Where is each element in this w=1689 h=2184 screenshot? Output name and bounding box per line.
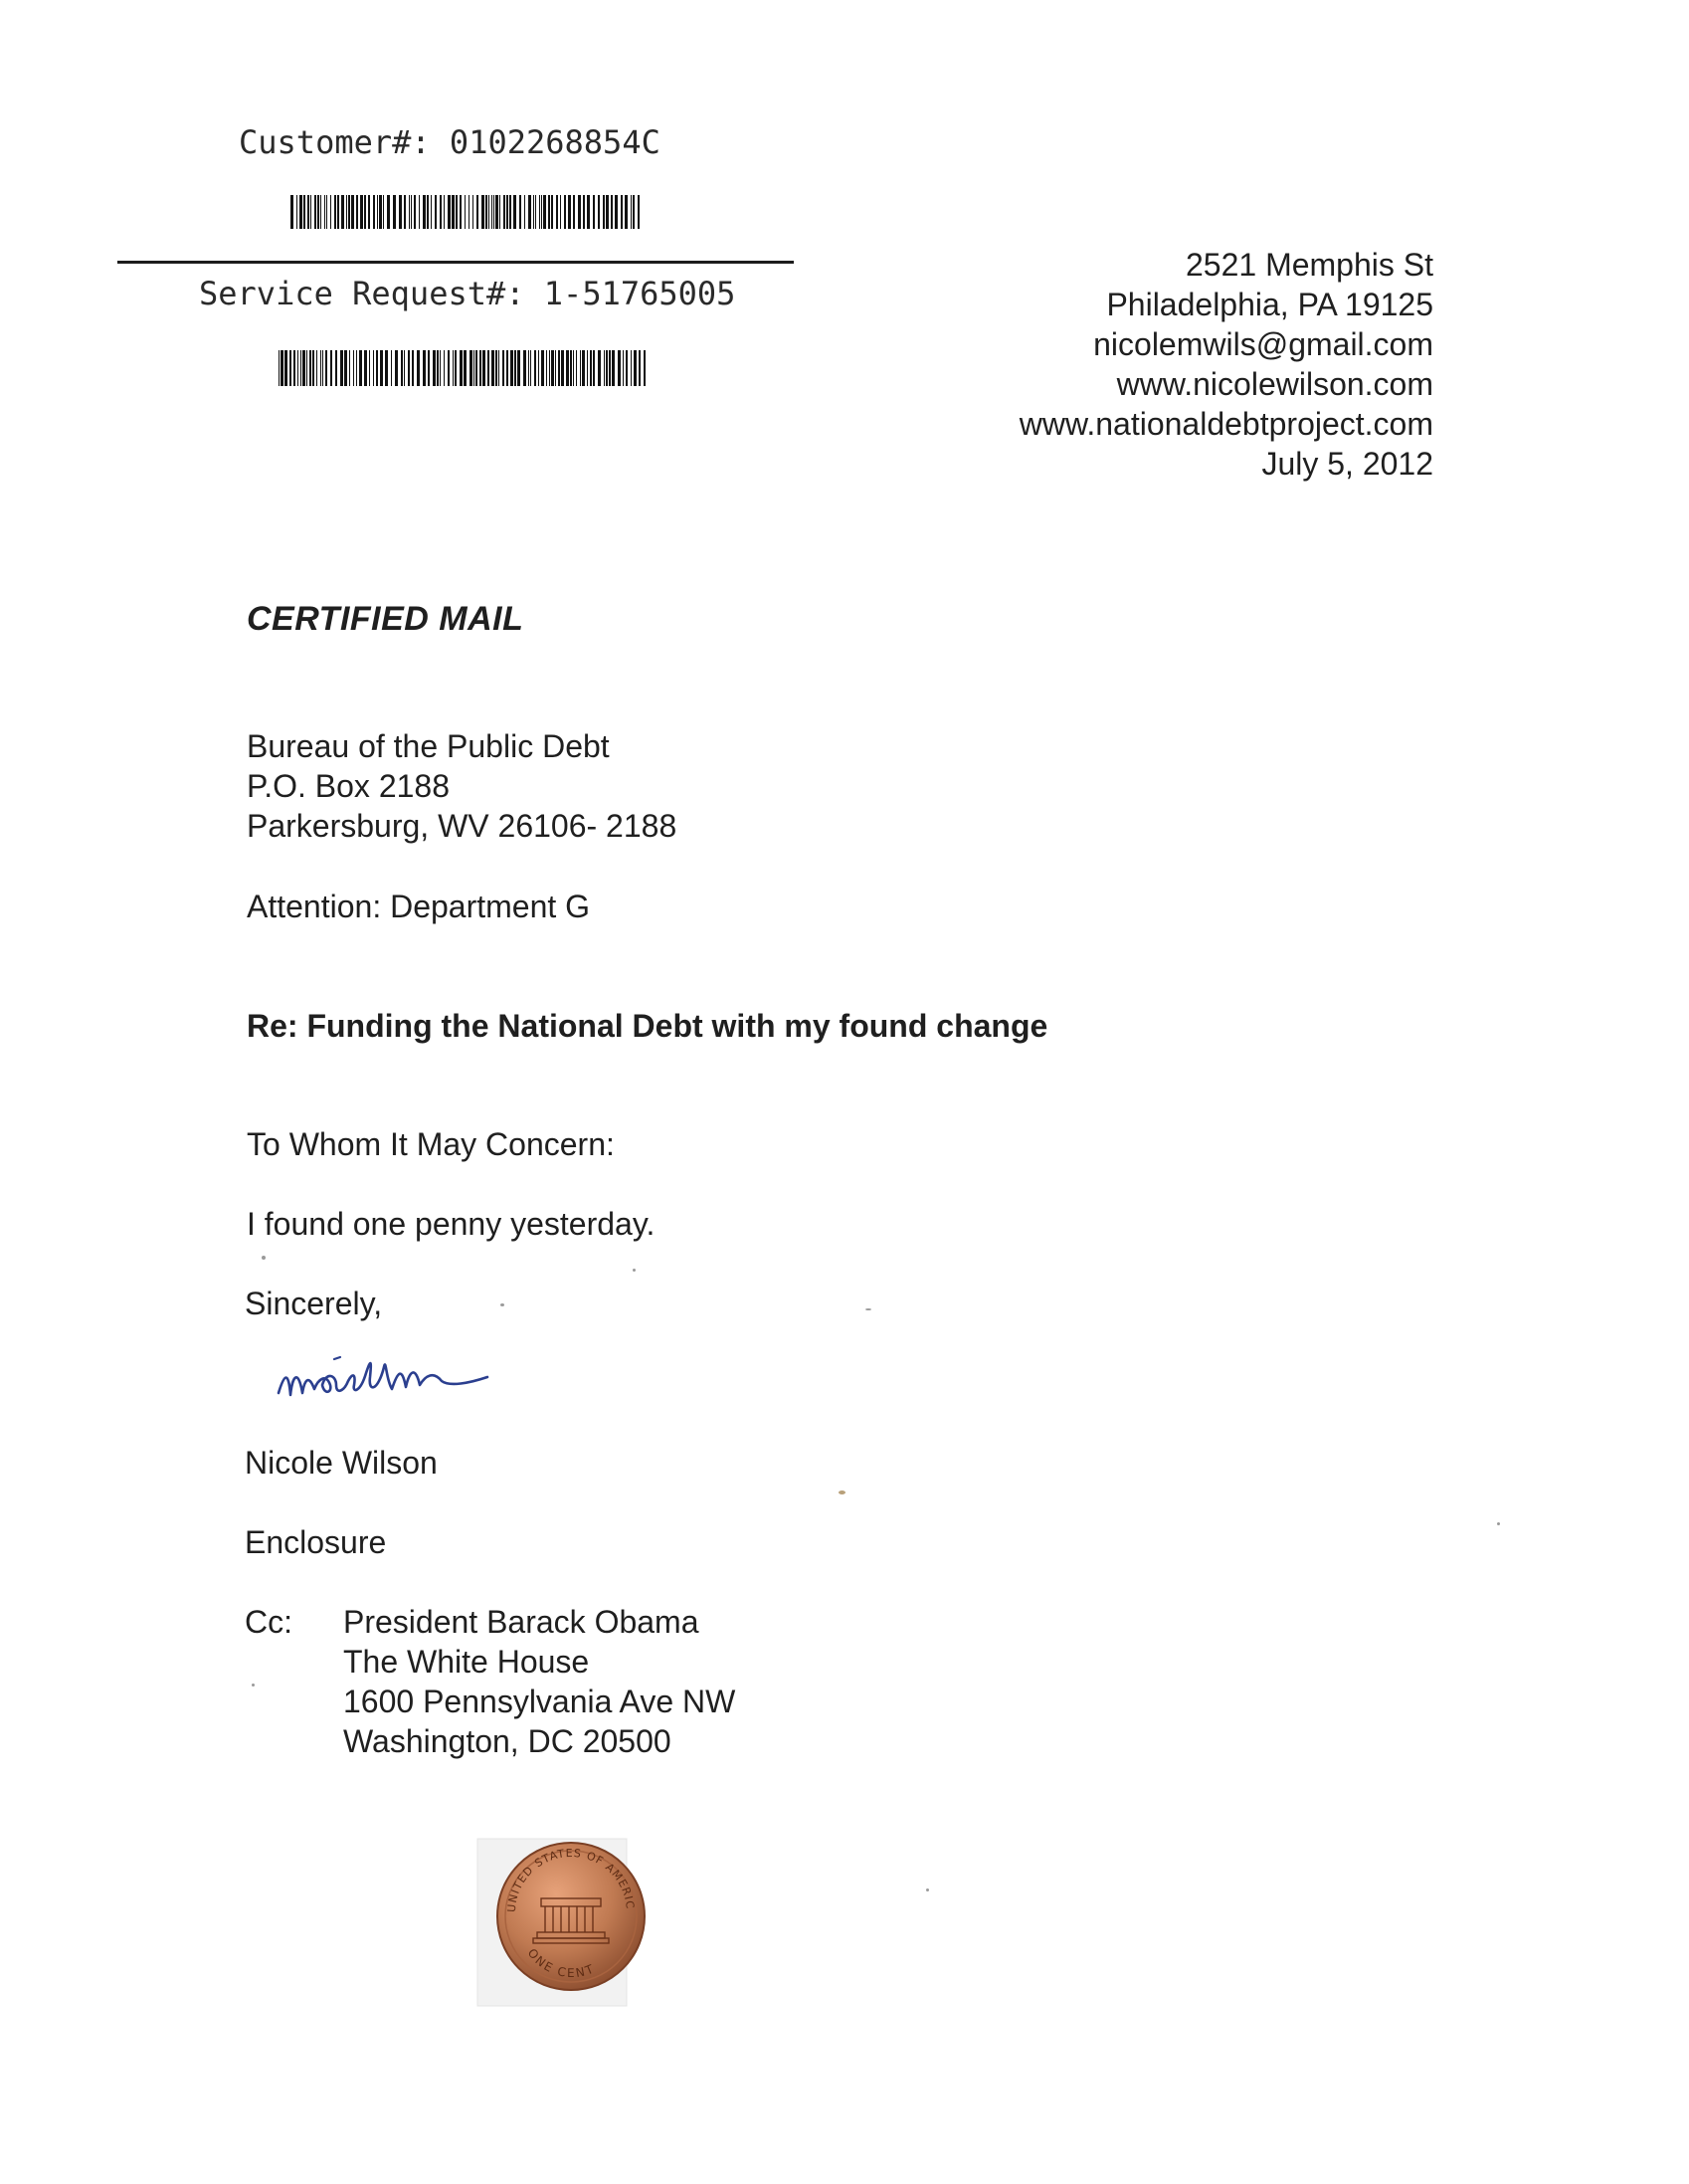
customer-number: Customer#: 0102268854C [239, 123, 660, 161]
return-address-website[interactable]: www.nicolewilson.com [1116, 366, 1433, 402]
scan-speck [262, 1256, 266, 1260]
header-divider [117, 261, 794, 264]
return-address-project-website[interactable]: www.nationaldebtproject.com [1019, 406, 1433, 442]
coin-inscription-top: UNITED STATES OF AMERIC [504, 1846, 638, 1913]
customer-barcode [290, 195, 641, 229]
scan-speck [252, 1684, 255, 1687]
cc-organization: The White House [343, 1644, 590, 1680]
scan-speck [839, 1490, 845, 1494]
signature [275, 1323, 633, 1418]
mail-type: CERTIFIED MAIL [247, 600, 524, 638]
scan-speck [500, 1303, 504, 1306]
cc-name: President Barack Obama [343, 1604, 699, 1640]
return-address-street: 2521 Memphis St [1185, 247, 1433, 283]
scan-speck [1497, 1522, 1500, 1525]
return-address [1020, 245, 1433, 484]
attention-line: Attention: Department G [247, 889, 591, 924]
scan-speck [865, 1308, 871, 1310]
cc-address [343, 1602, 735, 1761]
letter-body: I found one penny yesterday. [247, 1206, 656, 1242]
enclosure-note: Enclosure [245, 1524, 387, 1560]
penny-enclosure [475, 1821, 674, 2015]
recipient-po-box: P.O. Box 2188 [247, 768, 450, 804]
recipient-address [247, 726, 676, 846]
service-request-number: Service Request#: 1-51765005 [199, 275, 736, 312]
cc-city: Washington, DC 20500 [343, 1723, 671, 1759]
subject-line: Re: Funding the National Debt with my found change [247, 1008, 1048, 1044]
return-address-city: Philadelphia, PA 19125 [1106, 287, 1433, 322]
service-request-barcode [279, 350, 647, 386]
letter-date: July 5, 2012 [1261, 446, 1433, 482]
salutation: To Whom It May Concern: [247, 1126, 615, 1162]
scan-speck [926, 1888, 929, 1891]
recipient-city: Parkersburg, WV 26106- 2188 [247, 808, 677, 844]
signer-name: Nicole Wilson [245, 1445, 438, 1481]
closing: Sincerely, [245, 1286, 383, 1321]
recipient-name: Bureau of the Public Debt [247, 728, 610, 764]
coin-inscription-bottom: ONE CENT [524, 1945, 598, 1981]
cc-label: Cc: [245, 1604, 292, 1640]
cc-street: 1600 Pennsylvania Ave NW [343, 1684, 736, 1719]
scan-speck [633, 1269, 636, 1272]
return-address-email[interactable]: nicolemwils@gmail.com [1093, 326, 1433, 362]
